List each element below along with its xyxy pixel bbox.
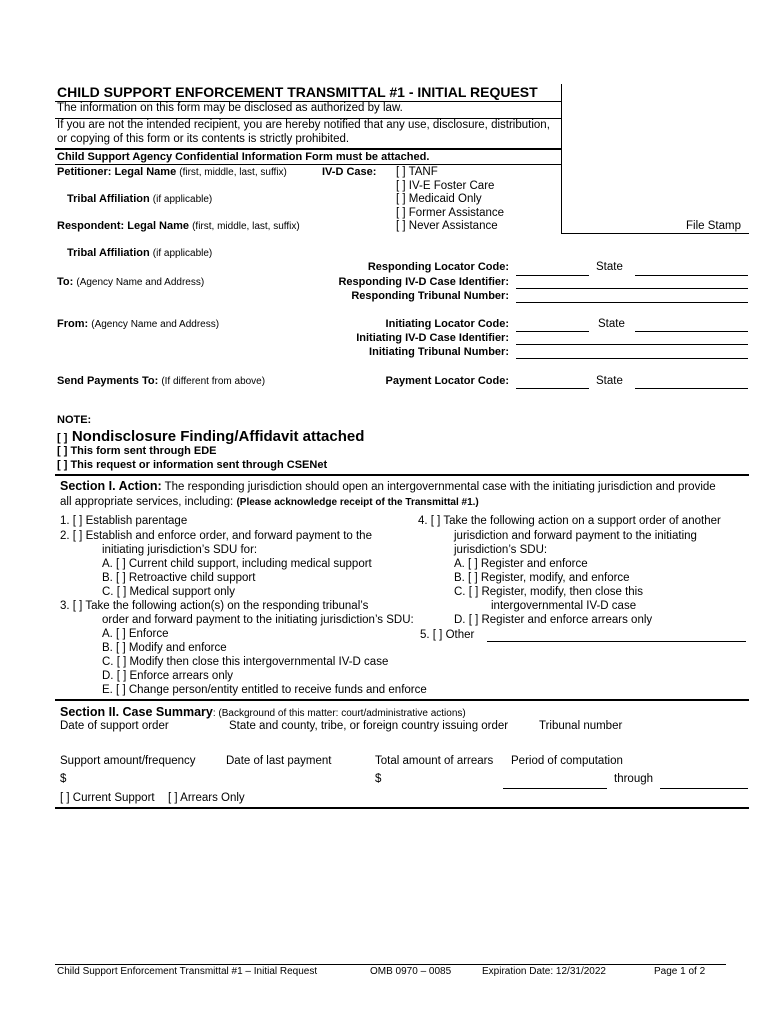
initiating-state-field[interactable] <box>635 331 748 332</box>
disclosure-text: The information on this form may be disclosed as authorized by law. <box>57 102 403 114</box>
petitioner-tribal-hint: (if applicable) <box>152 194 213 205</box>
initiating-ivd-label: Initiating IV-D Case Identifier: <box>356 332 509 344</box>
ivd-option-never-assistance[interactable]: [ ] Never Assistance <box>396 220 498 232</box>
action-4c[interactable]: C. [ ] Register, modify, then close this <box>454 586 643 598</box>
action-2-establish-enforce[interactable]: 2. [ ] Establish and enforce order, and forward payment to the <box>60 530 372 542</box>
respondent-tribal-hint: (if applicable) <box>152 248 213 259</box>
issuing-state-label: State and county, tribe, or foreign country issuing order <box>229 720 509 732</box>
send-payments-label-text: Send Payments To: <box>57 375 159 387</box>
nondisclosure-checkbox[interactable]: [ ] <box>57 432 68 444</box>
responding-ivd-label: Responding IV-D Case Identifier: <box>338 276 509 288</box>
petitioner-tribal-label <box>67 193 212 205</box>
ivd-option-foster-care[interactable]: [ ] IV-E Foster Care <box>396 180 495 192</box>
responding-tribunal-field[interactable] <box>516 302 748 303</box>
section2-top-rule <box>55 699 749 701</box>
initiating-locator-field[interactable] <box>516 331 589 332</box>
to-label-text: To: <box>57 276 74 288</box>
ivd-option-former-assistance[interactable]: [ ] Former Assistance <box>396 207 505 219</box>
action-3c[interactable]: C. [ ] Modify then close this intergovernmental IV-D case <box>102 656 389 668</box>
initiating-tribunal-field[interactable] <box>516 358 748 359</box>
action-3b[interactable]: B. [ ] Modify and enforce <box>102 642 227 654</box>
responding-state-label: State <box>596 261 623 273</box>
through-label: through <box>614 773 654 785</box>
initiating-locator-label: Initiating Locator Code: <box>385 318 509 330</box>
action-3e[interactable]: E. [ ] Change person/entity entitled to receive funds and enforce <box>102 684 427 696</box>
payment-state-field[interactable] <box>635 388 748 389</box>
file-stamp-label: File Stamp <box>686 220 741 232</box>
petitioner-label <box>57 166 287 178</box>
action-3a[interactable]: A. [ ] Enforce <box>102 628 169 640</box>
responding-locator-label: Responding Locator Code: <box>367 261 509 273</box>
arrears-dollar: $ <box>375 773 382 785</box>
initiating-ivd-field[interactable] <box>516 344 748 345</box>
action-4a[interactable]: A. [ ] Register and enforce <box>454 558 588 570</box>
section2-heading-row <box>60 703 466 721</box>
ivd-option-medicaid[interactable]: [ ] Medicaid Only <box>396 193 482 205</box>
footer-page: Page 1 of 2 <box>654 966 706 977</box>
action-2b[interactable]: B. [ ] Retroactive child support <box>102 572 256 584</box>
arrears-only-checkbox[interactable]: [ ] Arrears Only <box>168 792 245 804</box>
support-amount-label: Support amount/frequency <box>60 755 196 767</box>
petitioner-legal-name-label: Petitioner: Legal Name <box>57 166 177 178</box>
action-1-establish-parentage[interactable]: 1. [ ] Establish parentage <box>60 515 188 527</box>
period-from-field[interactable] <box>503 788 607 789</box>
section2-heading: Section II. Case Summary <box>60 705 213 719</box>
action-5-other-field[interactable] <box>487 641 746 642</box>
footer-expiration: Expiration Date: 12/31/2022 <box>482 966 606 977</box>
respondent-legal-name-label: Respondent: Legal Name <box>57 220 190 232</box>
responding-ivd-field[interactable] <box>516 288 748 289</box>
section1-intro-line1 <box>60 479 716 493</box>
total-arrears-label: Total amount of arrears <box>375 755 494 767</box>
ivd-case-label: IV-D Case: <box>322 166 377 178</box>
payment-locator-label: Payment Locator Code: <box>385 375 509 387</box>
payment-locator-field[interactable] <box>516 388 589 389</box>
action-4d[interactable]: D. [ ] Register and enforce arrears only <box>454 614 653 626</box>
period-through-field[interactable] <box>660 788 748 789</box>
payment-state-label: State <box>596 375 623 387</box>
nondisclosure-label: Nondisclosure Finding/Affidavit attached <box>71 428 365 445</box>
to-agency-hint: (Agency Name and Address) <box>76 277 205 288</box>
section2-hint: : (Background of this matter: court/administrative actions) <box>212 708 466 719</box>
section1-intro-text: The responding jurisdiction should open an intergovernmental case with the initiating jurisdiction and provide <box>164 481 716 493</box>
period-computation-label: Period of computation <box>511 755 623 767</box>
action-2-cont: initiating jurisdiction’s SDU for: <box>102 544 258 556</box>
responding-tribunal-label: Responding Tribunal Number: <box>351 290 509 302</box>
to-label <box>57 276 204 288</box>
ivd-option-tanf[interactable]: [ ] TANF <box>396 166 438 178</box>
csenet-checkbox[interactable]: [ ] This request or information sent through CSENet <box>57 459 328 471</box>
note-label: NOTE: <box>57 414 92 426</box>
action-3-responding-order[interactable]: 3. [ ] Take the following action(s) on the responding tribunal’s <box>60 600 369 612</box>
action-5-other[interactable]: 5. [ ] Other <box>420 629 475 641</box>
footer-form-name: Child Support Enforcement Transmittal #1 – Initial Request <box>57 966 318 977</box>
from-agency-hint: (Agency Name and Address) <box>91 319 220 330</box>
header-rule-3 <box>55 148 562 150</box>
header-box-right-edge <box>561 84 562 234</box>
action-2c[interactable]: C. [ ] Medical support only <box>102 586 235 598</box>
section1-intro-line2 <box>60 496 479 508</box>
section1-intro2-text: all appropriate services, including: <box>60 496 234 508</box>
respondent-name-hint: (first, middle, last, suffix) <box>192 221 300 232</box>
ede-checkbox[interactable]: [ ] This form sent through EDE <box>57 445 217 457</box>
tribunal-number-label: Tribunal number <box>539 720 623 732</box>
action-4-cont-2: jurisdiction’s SDU: <box>454 544 548 556</box>
initiating-tribunal-label: Initiating Tribunal Number: <box>369 346 509 358</box>
action-3-cont: order and forward payment to the initiating jurisdiction’s SDU: <box>102 614 414 626</box>
form-title: CHILD SUPPORT ENFORCEMENT TRANSMITTAL #1 - INITIAL REQUEST <box>57 84 538 100</box>
action-4-cont-1: jurisdiction and forward payment to the initiating <box>454 530 697 542</box>
nondisclosure-checkbox-row[interactable] <box>57 428 364 446</box>
petitioner-name-hint: (first, middle, last, suffix) <box>179 167 287 178</box>
send-payments-hint: (If different from above) <box>161 376 266 387</box>
section1-top-rule <box>55 474 749 476</box>
send-payments-label <box>57 375 265 387</box>
file-stamp-rule <box>561 233 749 234</box>
section1-heading: Section I. Action: <box>60 479 162 493</box>
from-label-text: From: <box>57 318 89 330</box>
action-2a[interactable]: A. [ ] Current child support, including medical support <box>102 558 372 570</box>
last-payment-label: Date of last payment <box>226 755 332 767</box>
respondent-label <box>57 220 300 232</box>
action-4-other-jurisdiction[interactable]: 4. [ ] Take the following action on a support order of another <box>418 515 721 527</box>
footer-rule <box>55 964 726 965</box>
petitioner-tribal-label-text: Tribal Affiliation <box>67 193 150 205</box>
responding-state-field[interactable] <box>635 275 748 276</box>
section1-ack-note: (Please acknowledge receipt of the Transmittal #1.) <box>236 497 479 508</box>
responding-locator-field[interactable] <box>516 275 589 276</box>
confidential-notice: Child Support Agency Confidential Information Form must be attached. <box>57 151 430 163</box>
respondent-tribal-label-text: Tribal Affiliation <box>67 247 150 259</box>
notice-text-2: or copying of this form or its contents is strictly prohibited. <box>57 133 350 145</box>
header-rule-4 <box>55 164 562 165</box>
action-3d[interactable]: D. [ ] Enforce arrears only <box>102 670 234 682</box>
date-of-order-label: Date of support order <box>60 720 169 732</box>
from-label <box>57 318 219 330</box>
footer-omb: OMB 0970 – 0085 <box>370 966 452 977</box>
action-4b[interactable]: B. [ ] Register, modify, and enforce <box>454 572 630 584</box>
initiating-state-label: State <box>598 318 625 330</box>
action-4c-cont: intergovernmental IV-D case <box>491 600 637 612</box>
section2-bottom-rule <box>55 807 749 809</box>
notice-text-1: If you are not the intended recipient, you are hereby notified that any use, disclosure, distribution, <box>57 119 550 131</box>
respondent-tribal-label <box>67 247 212 259</box>
support-amount-dollar: $ <box>60 773 67 785</box>
current-support-checkbox[interactable]: [ ] Current Support <box>60 792 155 804</box>
